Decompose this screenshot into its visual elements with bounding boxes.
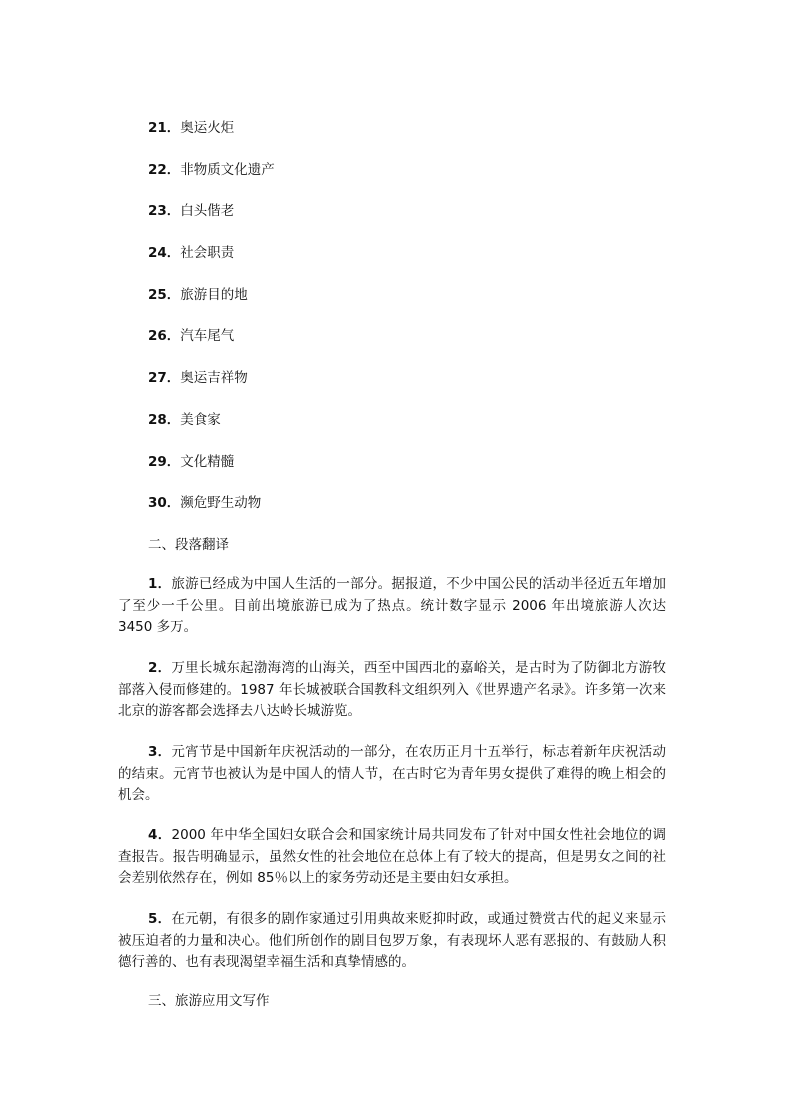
paragraph-number: 1． (148, 576, 172, 592)
paragraph (118, 742, 666, 807)
list-item (148, 118, 275, 160)
list-item (148, 201, 275, 243)
item-text: 奥运吉祥物 (180, 370, 248, 387)
item-text: 文化精髓 (180, 453, 235, 470)
list-item (148, 243, 275, 285)
paragraph-text: 旅游已经成为中国人生活的一部分。据报道，不少中国公民的活动半径近五年增加了至少一千公里。目前出境旅游已成为了热点。统计数字显示 2006 年出境旅游人次达 3450 多万。 (118, 576, 666, 635)
item-text: 白头偕老 (180, 203, 235, 220)
section-heading-paragraph-translation: 二、段落翻译 (148, 537, 229, 553)
list-item (148, 285, 275, 327)
item-number: 30． (148, 495, 181, 512)
item-text: 非物质文化遗产 (180, 161, 275, 178)
item-text: 濒危野生动物 (180, 495, 262, 512)
paragraph-number: 4． (148, 827, 172, 843)
list-item (148, 326, 275, 368)
paragraph (118, 574, 666, 639)
item-number: 24． (148, 245, 181, 262)
list-item (148, 368, 275, 410)
item-number: 26． (148, 328, 181, 345)
vocab-list (148, 118, 275, 535)
paragraph-number: 5． (148, 911, 172, 927)
item-text: 社会职责 (180, 245, 235, 262)
list-item (148, 452, 275, 494)
section-heading-travel-writing: 三、旅游应用文写作 (148, 993, 270, 1009)
paragraph-text: 万里长城东起渤海湾的山海关，西至中国西北的嘉峪关，是古时为了防御北方游牧部落入侵而修建的。1987 年长城被联合国教科文组织列入《世界遗产名录》。许多第一次来北京的游客都会选择去八达岭长城游览。 (118, 660, 666, 719)
item-number: 21． (148, 120, 181, 136)
item-text: 汽车尾气 (180, 328, 235, 345)
item-number: 25． (148, 286, 181, 303)
paragraph (118, 909, 666, 974)
paragraph-text: 2000 年中华全国妇女联合会和国家统计局共同发布了针对中国女性社会地位的调查报告。报告明确显示，虽然女性的社会地位在总体上有了较大的提高，但是男女之间的社会差别依然存在，例如 85％以上的家务劳动还是主要由妇女承担。 (118, 827, 666, 886)
paragraph (118, 825, 666, 890)
item-number: 27． (148, 370, 181, 387)
item-number: 23． (148, 203, 181, 220)
item-number: 22． (148, 161, 181, 178)
item-text: 美食家 (180, 411, 221, 428)
list-item (148, 493, 275, 535)
paragraph-text: 在元朝，有很多的剧作家通过引用典故来贬抑时政，或通过赞赏古代的起义来显示被压迫者的力量和决心。他们所创作的剧目包罗万象，有表现坏人恶有恶报的、有鼓励人积德行善的、也有表现渴望幸福生活和真挚情感的。 (118, 911, 666, 970)
item-number: 29． (148, 453, 181, 470)
paragraph-number: 3． (148, 744, 172, 760)
item-text: 奥运火炬 (180, 120, 235, 136)
paragraph-number: 2． (148, 660, 172, 676)
list-item (148, 410, 275, 452)
paragraph (118, 658, 666, 723)
item-number: 28． (148, 411, 181, 428)
paragraph-text: 元宵节是中国新年庆祝活动的一部分，在农历正月十五举行，标志着新年庆祝活动的结束。元宵节也被认为是中国人的情人节，在古时它为青年男女提供了难得的晚上相会的机会。 (118, 744, 666, 803)
list-item (148, 160, 275, 202)
item-text: 旅游目的地 (180, 286, 248, 303)
